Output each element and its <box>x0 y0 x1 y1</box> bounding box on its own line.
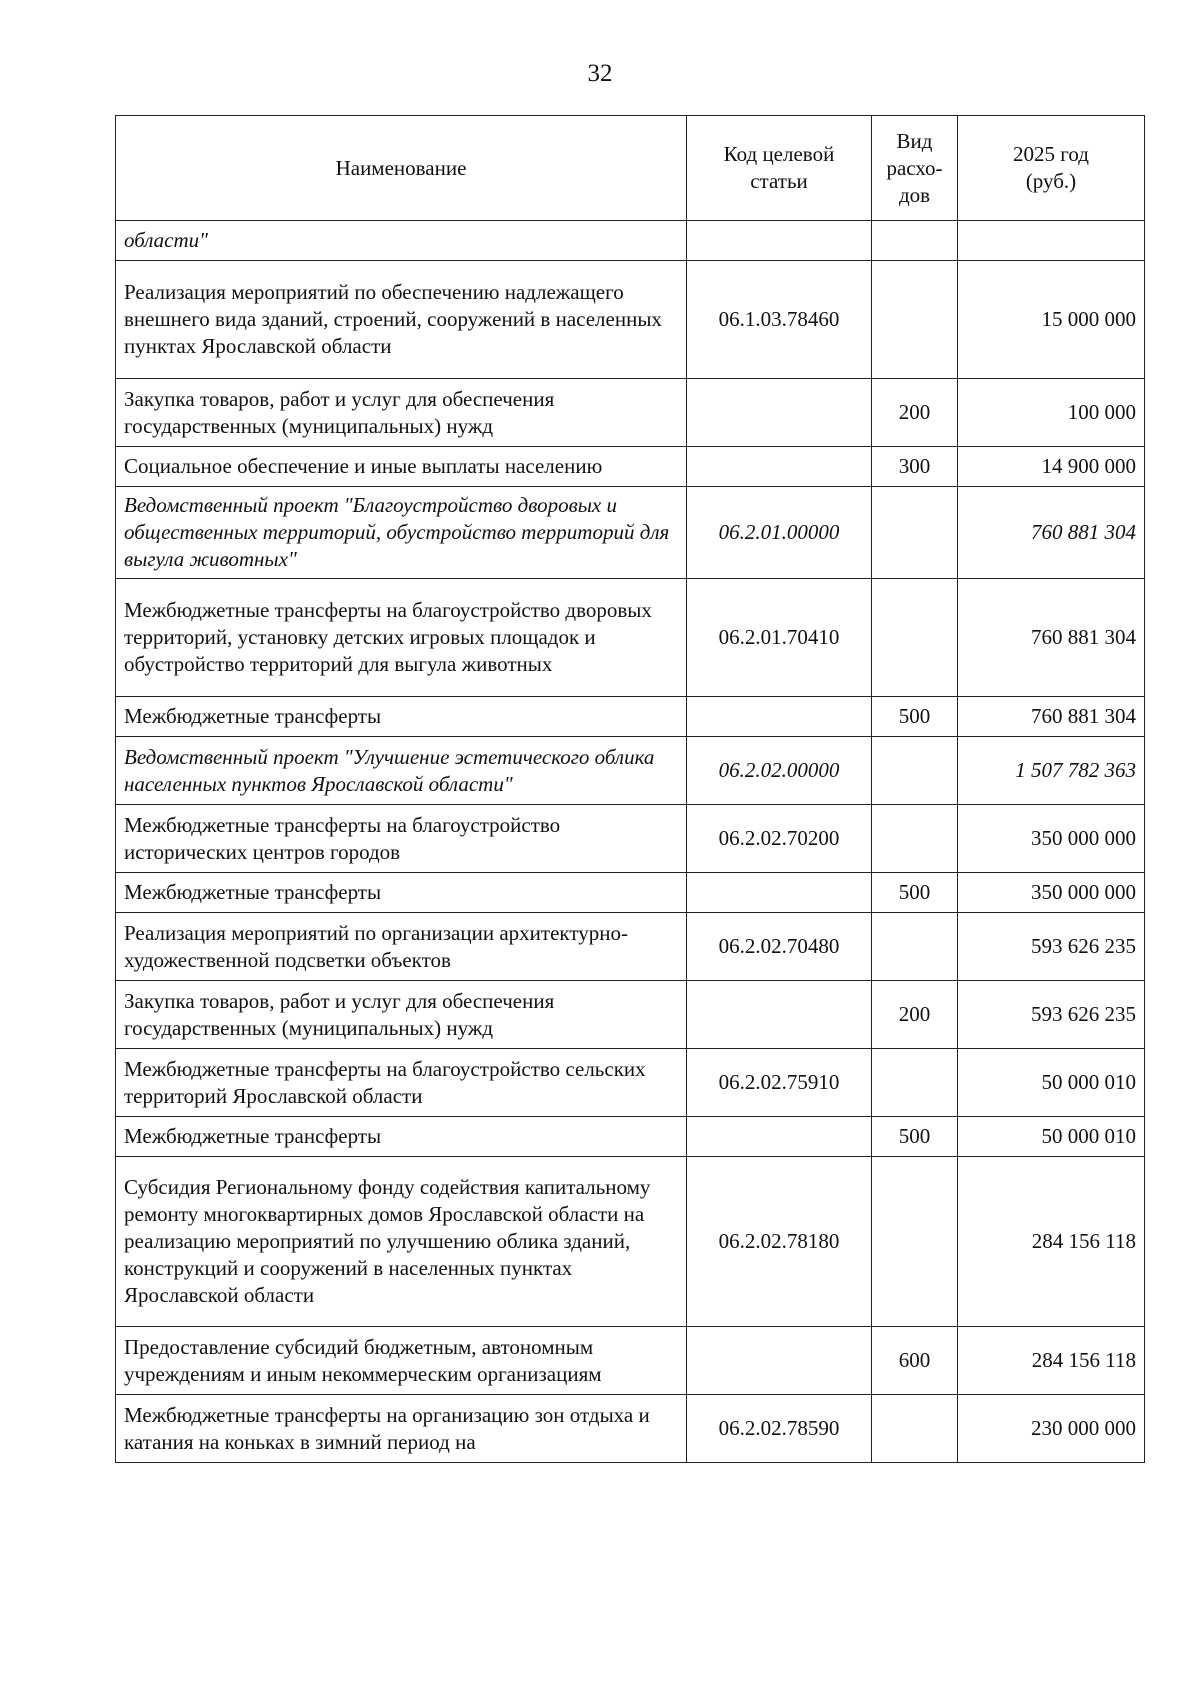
code-cell: 06.2.02.78590 <box>687 1395 872 1463</box>
name-cell: Межбюджетные трансферты <box>116 1117 687 1157</box>
code-cell <box>687 1327 872 1395</box>
table-row <box>116 1327 1145 1395</box>
name-cell: Межбюджетные трансферты на благоустройство исторических центров городов <box>116 805 687 873</box>
type-cell <box>872 579 958 697</box>
type-cell: 500 <box>872 697 958 737</box>
amount-cell: 760 881 304 <box>958 697 1145 737</box>
name-cell: Межбюджетные трансферты <box>116 873 687 913</box>
amount-cell: 593 626 235 <box>958 913 1145 981</box>
code-cell <box>687 873 872 913</box>
name-cell: области" <box>116 221 687 261</box>
amount-cell <box>958 221 1145 261</box>
name-cell: Закупка товаров, работ и услуг для обеспечения государственных (муниципальных) нужд <box>116 981 687 1049</box>
type-cell <box>872 737 958 805</box>
header-type <box>872 116 958 221</box>
name-cell: Реализация мероприятий по организации архитектурно-художественной подсветки объектов <box>116 913 687 981</box>
code-cell <box>687 379 872 447</box>
table-header-row <box>116 116 1145 221</box>
type-cell: 600 <box>872 1327 958 1395</box>
name-cell: Реализация мероприятий по обеспечению надлежащего внешнего вида зданий, строений, сооружений в населенных пунктах Ярославской области <box>116 261 687 379</box>
type-cell: 300 <box>872 447 958 487</box>
code-cell <box>687 981 872 1049</box>
name-cell: Межбюджетные трансферты на благоустройство сельских территорий Ярославской области <box>116 1049 687 1117</box>
code-cell <box>687 1117 872 1157</box>
name-cell: Социальное обеспечение и иные выплаты населению <box>116 447 687 487</box>
amount-cell: 100 000 <box>958 379 1145 447</box>
table-row <box>116 447 1145 487</box>
name-cell: Предоставление субсидий бюджетным, автономным учреждениям и иным некоммерческим организациям <box>116 1327 687 1395</box>
header-amount <box>958 116 1145 221</box>
table-row <box>116 873 1145 913</box>
table-row <box>116 1049 1145 1117</box>
type-cell <box>872 913 958 981</box>
code-cell: 06.2.02.78180 <box>687 1157 872 1327</box>
code-cell: 06.2.02.70480 <box>687 913 872 981</box>
amount-cell: 284 156 118 <box>958 1327 1145 1395</box>
header-type-label: Вид расхо- дов <box>886 128 943 207</box>
code-cell <box>687 697 872 737</box>
table-row <box>116 981 1145 1049</box>
code-cell: 06.1.03.78460 <box>687 261 872 379</box>
name-cell: Межбюджетные трансферты <box>116 697 687 737</box>
code-cell <box>687 221 872 261</box>
type-cell <box>872 1395 958 1463</box>
table-row <box>116 1157 1145 1327</box>
amount-cell: 230 000 000 <box>958 1395 1145 1463</box>
type-cell: 200 <box>872 379 958 447</box>
amount-cell: 760 881 304 <box>958 487 1145 579</box>
table-row <box>116 805 1145 873</box>
code-cell: 06.2.01.00000 <box>687 487 872 579</box>
header-name-label: Наименование <box>335 155 467 180</box>
code-cell: 06.2.02.70200 <box>687 805 872 873</box>
budget-table <box>115 115 1145 1463</box>
table-row <box>116 1395 1145 1463</box>
amount-cell: 15 000 000 <box>958 261 1145 379</box>
type-cell <box>872 261 958 379</box>
type-cell <box>872 487 958 579</box>
page-number: 32 <box>587 60 613 87</box>
name-cell: Ведомственный проект "Благоустройство дворовых и общественных территорий, обустройство территорий для выгула животных" <box>116 487 687 579</box>
amount-cell: 350 000 000 <box>958 873 1145 913</box>
amount-cell: 14 900 000 <box>958 447 1145 487</box>
type-cell <box>872 221 958 261</box>
type-cell: 200 <box>872 981 958 1049</box>
table-row <box>116 697 1145 737</box>
table-row <box>116 487 1145 579</box>
header-code <box>687 116 872 221</box>
table-row <box>116 221 1145 261</box>
name-cell: Межбюджетные трансферты на благоустройство дворовых территорий, установку детских игровых площадок и обустройство территорий для выгула животных <box>116 579 687 697</box>
type-cell <box>872 805 958 873</box>
header-amount-label: 2025 год (руб.) <box>1013 142 1089 193</box>
name-cell: Ведомственный проект "Улучшение эстетического облика населенных пунктов Ярославской области" <box>116 737 687 805</box>
type-cell: 500 <box>872 1117 958 1157</box>
amount-cell: 50 000 010 <box>958 1117 1145 1157</box>
type-cell: 500 <box>872 873 958 913</box>
name-cell: Субсидия Региональному фонду содействия капитальному ремонту многоквартирных домов Ярославской области на реализацию мероприятий по улучшению облика зданий, конструкций и сооружений в населенных пунктах Ярославской области <box>116 1157 687 1327</box>
table-row <box>116 737 1145 805</box>
amount-cell: 50 000 010 <box>958 1049 1145 1117</box>
table-body <box>116 221 1145 1463</box>
header-code-label: Код целевой статьи <box>723 142 835 193</box>
table-row <box>116 913 1145 981</box>
name-cell: Межбюджетные трансферты на организацию зон отдыха и катания на коньках в зимний период на <box>116 1395 687 1463</box>
code-cell: 06.2.02.00000 <box>687 737 872 805</box>
name-cell: Закупка товаров, работ и услуг для обеспечения государственных (муниципальных) нужд <box>116 379 687 447</box>
table-row <box>116 261 1145 379</box>
table-row <box>116 579 1145 697</box>
amount-cell: 760 881 304 <box>958 579 1145 697</box>
code-cell: 06.2.02.75910 <box>687 1049 872 1117</box>
type-cell <box>872 1157 958 1327</box>
table-row <box>116 1117 1145 1157</box>
amount-cell: 593 626 235 <box>958 981 1145 1049</box>
type-cell <box>872 1049 958 1117</box>
amount-cell: 1 507 782 363 <box>958 737 1145 805</box>
amount-cell: 350 000 000 <box>958 805 1145 873</box>
code-cell <box>687 447 872 487</box>
header-name <box>116 116 687 221</box>
code-cell: 06.2.01.70410 <box>687 579 872 697</box>
table-row <box>116 379 1145 447</box>
amount-cell: 284 156 118 <box>958 1157 1145 1327</box>
